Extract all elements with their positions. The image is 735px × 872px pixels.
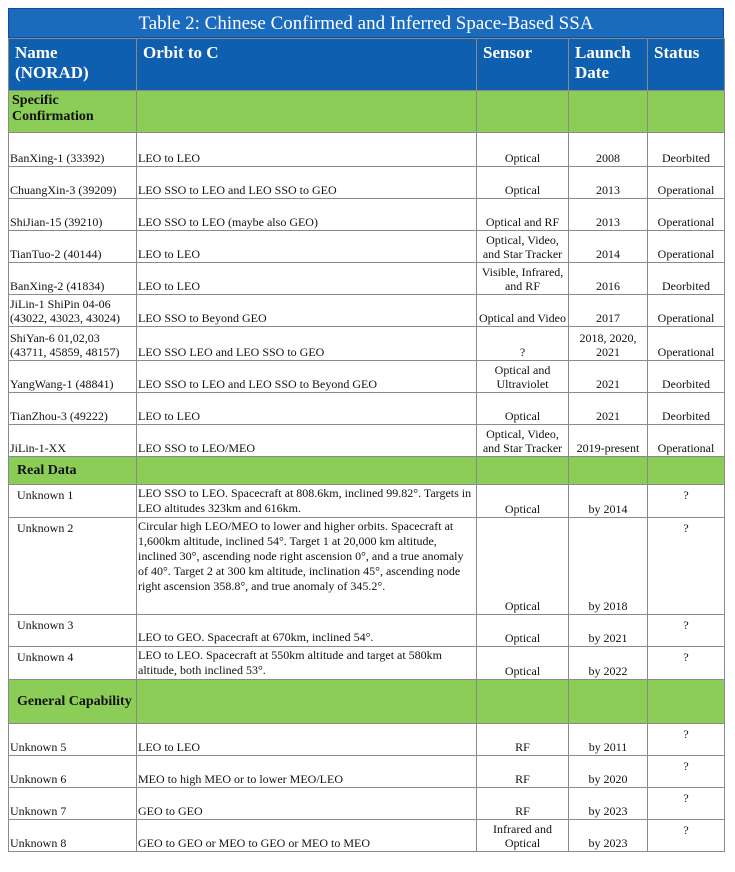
cell-launch: by 2018 bbox=[569, 518, 648, 615]
cell-status: Deorbited bbox=[648, 133, 725, 167]
cell-orbit: MEO to high MEO or to lower MEO/LEO bbox=[137, 756, 477, 788]
cell-launch: 2017 bbox=[569, 295, 648, 327]
cell-launch: 2016 bbox=[569, 263, 648, 295]
cell-orbit: Circular high LEO/MEO to lower and higher orbits. Spacecraft at 1,600km altitude, inclined 54°. Target 1 at 20,000 km altitude, inclined 30°, ascending node right ascension 0°, and a true anomaly of 40°. Target 2 at 300 km altitude, inclination 45°, ascending node right ascension 358.8°, and true anomaly of 345.2°. bbox=[137, 518, 477, 615]
cell-sensor: RF bbox=[477, 724, 569, 756]
cell-orbit: GEO to GEO or MEO to GEO or MEO to MEO bbox=[137, 820, 477, 852]
cell-orbit: LEO to LEO. Spacecraft at 550km altitude and target at 580km altitude, both inclined 53°. bbox=[137, 647, 477, 680]
table-row bbox=[9, 724, 725, 756]
cell-status: Operational bbox=[648, 327, 725, 361]
table-row bbox=[9, 518, 725, 615]
cell-status: ? bbox=[648, 647, 725, 680]
cell-name: Unknown 4 bbox=[9, 647, 137, 680]
table-row bbox=[9, 788, 725, 820]
table-row bbox=[9, 263, 725, 295]
cell-orbit: LEO to LEO bbox=[137, 724, 477, 756]
cell-name: Unknown 6 bbox=[9, 756, 137, 788]
cell-status: Operational bbox=[648, 231, 725, 263]
cell-name: JiLin-1-XX bbox=[9, 425, 137, 457]
cell-name: ShiYan-6 01,02,03 (43711, 45859, 48157) bbox=[9, 327, 137, 361]
cell-name: Unknown 7 bbox=[9, 788, 137, 820]
cell-sensor: RF bbox=[477, 788, 569, 820]
cell-launch: 2013 bbox=[569, 167, 648, 199]
cell-name: TianZhou-3 (49222) bbox=[9, 393, 137, 425]
cell-name: Unknown 8 bbox=[9, 820, 137, 852]
cell-name: Unknown 2 bbox=[9, 518, 137, 615]
status-value: ? bbox=[683, 759, 689, 773]
cell-sensor: Infrared and Optical bbox=[477, 820, 569, 852]
cell-orbit: GEO to GEO bbox=[137, 788, 477, 820]
table-row bbox=[9, 167, 725, 199]
cell-status: ? bbox=[648, 615, 725, 647]
cell-launch: 2014 bbox=[569, 231, 648, 263]
section-label: Specific Confirmation bbox=[9, 91, 137, 133]
cell-sensor: Optical bbox=[477, 518, 569, 615]
cell-sensor: Optical bbox=[477, 647, 569, 680]
cell-launch: by 2021 bbox=[569, 615, 648, 647]
header-name: Name (NORAD) bbox=[9, 39, 137, 91]
status-value: ? bbox=[683, 823, 689, 837]
cell-name: Unknown 5 bbox=[9, 724, 137, 756]
cell-launch: 2019-present bbox=[569, 425, 648, 457]
cell-orbit: LEO SSO to LEO and LEO SSO to Beyond GEO bbox=[137, 361, 477, 393]
cell-sensor: Optical and Ultraviolet bbox=[477, 361, 569, 393]
table-row bbox=[9, 820, 725, 852]
table-row bbox=[9, 199, 725, 231]
cell-status: ? bbox=[648, 485, 725, 518]
cell-sensor: Optical bbox=[477, 133, 569, 167]
cell-launch: 2013 bbox=[569, 199, 648, 231]
cell-status: Deorbited bbox=[648, 361, 725, 393]
cell-orbit: LEO SSO LEO and LEO SSO to GEO bbox=[137, 327, 477, 361]
cell-sensor: Optical, Video, and Star Tracker bbox=[477, 231, 569, 263]
cell-status: ? bbox=[648, 518, 725, 615]
table-row bbox=[9, 231, 725, 263]
cell-name: ChuangXin-3 (39209) bbox=[9, 167, 137, 199]
cell-sensor: Optical and RF bbox=[477, 199, 569, 231]
cell-launch: by 2014 bbox=[569, 485, 648, 518]
status-value: ? bbox=[683, 727, 689, 741]
cell-sensor: RF bbox=[477, 756, 569, 788]
cell-launch: by 2022 bbox=[569, 647, 648, 680]
section-label: General Capability bbox=[9, 680, 137, 724]
table-row bbox=[9, 361, 725, 393]
table-row bbox=[9, 393, 725, 425]
cell-sensor: Visible, Infrared, and RF bbox=[477, 263, 569, 295]
cell-name: JiLin-1 ShiPin 04-06 (43022, 43023, 43024) bbox=[9, 295, 137, 327]
cell-status bbox=[648, 724, 725, 756]
cell-status bbox=[648, 756, 725, 788]
table-row bbox=[9, 327, 725, 361]
cell-orbit: LEO SSO to LEO and LEO SSO to GEO bbox=[137, 167, 477, 199]
table-row bbox=[9, 485, 725, 518]
cell-launch: by 2020 bbox=[569, 756, 648, 788]
cell-launch: by 2023 bbox=[569, 788, 648, 820]
cell-name: BanXing-1 (33392) bbox=[9, 133, 137, 167]
cell-name: Unknown 3 bbox=[9, 615, 137, 647]
table-row bbox=[9, 295, 725, 327]
cell-orbit: LEO to LEO bbox=[137, 393, 477, 425]
table-row bbox=[9, 425, 725, 457]
cell-name: YangWang-1 (48841) bbox=[9, 361, 137, 393]
cell-status: Deorbited bbox=[648, 393, 725, 425]
header-launch: Launch Date bbox=[569, 39, 648, 91]
section-label: Real Data bbox=[9, 457, 137, 485]
cell-launch: 2021 bbox=[569, 393, 648, 425]
cell-orbit: LEO to LEO bbox=[137, 263, 477, 295]
cell-status: Operational bbox=[648, 167, 725, 199]
cell-launch: by 2011 bbox=[569, 724, 648, 756]
table-row bbox=[9, 756, 725, 788]
cell-name: ShiJian-15 (39210) bbox=[9, 199, 137, 231]
cell-orbit: LEO SSO to LEO (maybe also GEO) bbox=[137, 199, 477, 231]
table-row bbox=[9, 133, 725, 167]
header-row bbox=[9, 39, 725, 91]
cell-status: Deorbited bbox=[648, 263, 725, 295]
cell-launch: 2021 bbox=[569, 361, 648, 393]
table-row bbox=[9, 615, 725, 647]
cell-launch: 2018, 2020, 2021 bbox=[569, 327, 648, 361]
cell-orbit: LEO SSO to Beyond GEO bbox=[137, 295, 477, 327]
cell-launch: 2008 bbox=[569, 133, 648, 167]
cell-sensor: ? bbox=[477, 327, 569, 361]
cell-orbit: LEO to LEO bbox=[137, 231, 477, 263]
ssa-table-container bbox=[8, 8, 724, 852]
cell-status: Operational bbox=[648, 295, 725, 327]
cell-status: Operational bbox=[648, 425, 725, 457]
cell-name: TianTuo-2 (40144) bbox=[9, 231, 137, 263]
section-row bbox=[9, 457, 725, 485]
header-orbit: Orbit to C bbox=[137, 39, 477, 91]
cell-sensor: Optical bbox=[477, 167, 569, 199]
section-row bbox=[9, 680, 725, 724]
cell-status bbox=[648, 788, 725, 820]
cell-launch: by 2023 bbox=[569, 820, 648, 852]
cell-sensor: Optical bbox=[477, 615, 569, 647]
cell-status: Operational bbox=[648, 199, 725, 231]
cell-orbit: LEO SSO to LEO/MEO bbox=[137, 425, 477, 457]
ssa-table bbox=[8, 38, 725, 852]
cell-sensor: Optical and Video bbox=[477, 295, 569, 327]
cell-sensor: Optical bbox=[477, 393, 569, 425]
cell-name: Unknown 1 bbox=[9, 485, 137, 518]
cell-orbit: LEO to GEO. Spacecraft at 670km, inclined 54°. bbox=[137, 615, 477, 647]
header-sensor: Sensor bbox=[477, 39, 569, 91]
section-row bbox=[9, 91, 725, 133]
cell-sensor: Optical, Video, and Star Tracker bbox=[477, 425, 569, 457]
cell-name: BanXing-2 (41834) bbox=[9, 263, 137, 295]
cell-orbit: LEO SSO to LEO. Spacecraft at 808.6km, inclined 99.82°. Targets in LEO altitudes 323km and 616km. bbox=[137, 485, 477, 518]
table-row bbox=[9, 647, 725, 680]
cell-orbit: LEO to LEO bbox=[137, 133, 477, 167]
cell-status bbox=[648, 820, 725, 852]
header-status: Status bbox=[648, 39, 725, 91]
status-value: ? bbox=[683, 791, 689, 805]
table-title: Table 2: Chinese Confirmed and Inferred Space-Based SSA bbox=[8, 8, 724, 38]
cell-sensor: Optical bbox=[477, 485, 569, 518]
